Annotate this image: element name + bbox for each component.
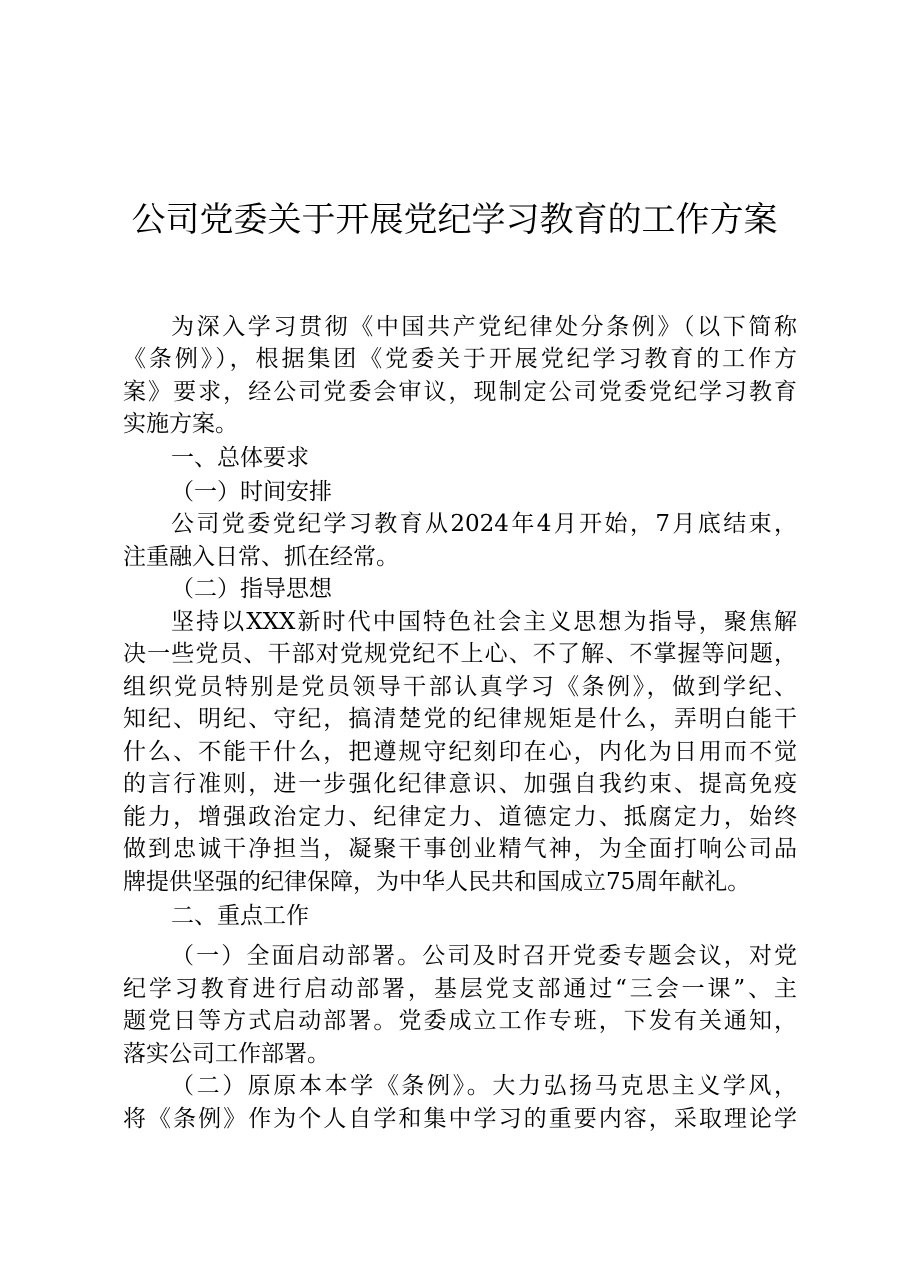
item-heading: （一）全面启动部署。 (171, 943, 423, 969)
paragraph-line: 决一些党员、干部对党规党纪不上心、不了解、不掌握等问题， (123, 641, 797, 667)
paragraph-line: 能力，增强政治定力、纪律定力、道德定力、抵腐定力，始终 (123, 804, 797, 830)
paragraph-line: 什么、不能干什么，把遵规守纪刻印在心，内化为日用而不觉 (123, 739, 797, 765)
paragraph-line: 做到忠诚干净担当，凝聚干事创业精气神，为全面打响公司品 (123, 836, 797, 862)
section-heading: 一、总体要求 (171, 445, 309, 471)
paragraph-line: 落实公司工作部署。 (123, 1041, 330, 1067)
intro-line: 《条例》），根据集团《党委关于开展党纪学习教育的工作方 (123, 346, 797, 372)
document-title: 公司党委关于开展党纪学习教育的工作方案 (131, 200, 778, 240)
paragraph-line: 坚持以XXX新时代中国特色社会主义思想为指导，聚焦解 (171, 609, 797, 635)
paragraph-line (171, 1070, 797, 1102)
subsection-heading: （二）指导思想 (171, 576, 332, 602)
paragraph-line: 纪学习教育进行启动部署，基层党支部通过“三会一课”、主 (123, 976, 797, 1002)
item-text: 公司及时召开党委专题会议，对党 (422, 943, 797, 969)
item-heading: （二）原原本本学《条例》。 (171, 1073, 493, 1099)
paragraph-line: 牌提供坚强的纪律保障，为中华人民共和国成立75周年献礼。 (123, 869, 751, 895)
paragraph-line: 的言行准则，进一步强化纪律意识、加强自我约束、提高免疫 (123, 771, 797, 797)
subsection-heading: （一）时间安排 (171, 479, 332, 505)
paragraph-line (171, 940, 797, 972)
intro-line: 案》要求，经公司党委会审议，现制定公司党委党纪学习教育 (123, 379, 797, 405)
paragraph-line: 题党日等方式启动部署。党委成立工作专班，下发有关通知， (123, 1008, 797, 1034)
section-heading: 二、重点工作 (171, 903, 309, 929)
paragraph-line: 组织党员特别是党员领导干部认真学习《条例》，做到学纪、 (123, 674, 797, 700)
paragraph-line: 公司党委党纪学习教育从2024年4月开始，7月底结束， (171, 511, 797, 537)
intro-line: 实施方案。 (123, 411, 238, 437)
item-text: 大力弘扬马克思主义学风， (492, 1073, 798, 1099)
intro-line: 为深入学习贯彻《中国共产党纪律处分条例》（以下简称 (171, 314, 797, 340)
paragraph-line: 注重融入日常、抓在经常。 (123, 544, 399, 570)
paragraph-line: 将《条例》作为个人自学和集中学习的重要内容，采取理论学 (123, 1106, 797, 1132)
paragraph-line: 知纪、明纪、守纪，搞清楚党的纪律规矩是什么，弄明白能干 (123, 706, 797, 732)
